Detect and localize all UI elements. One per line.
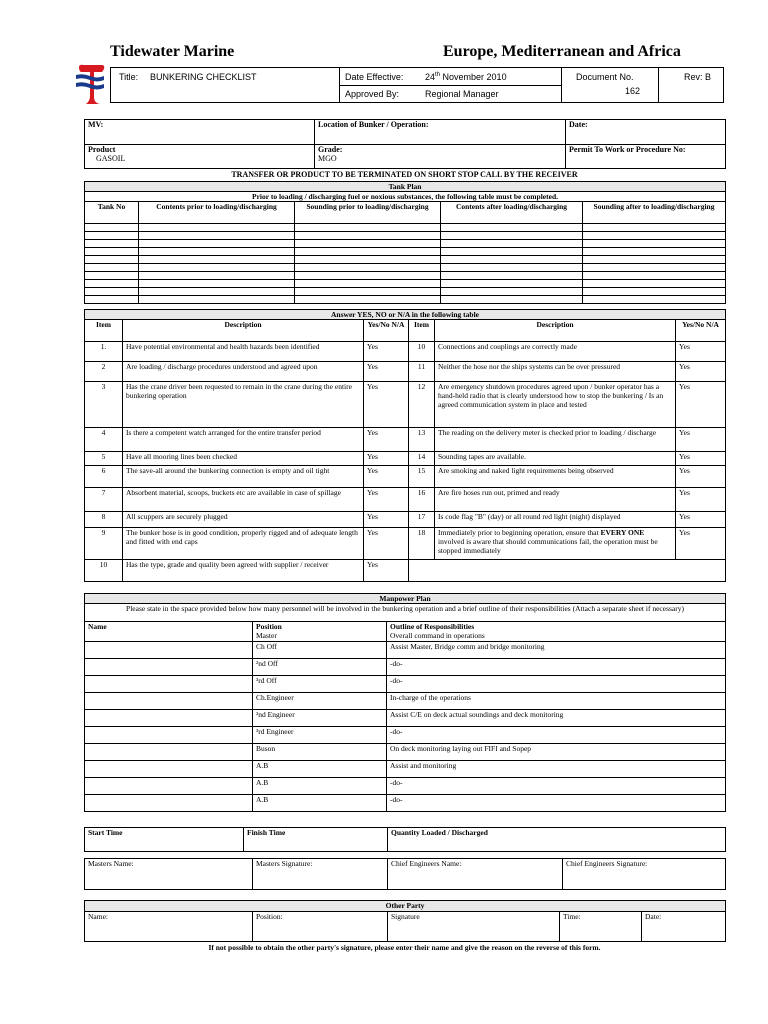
col-name: Name xyxy=(85,622,253,642)
footer-note: If not possible to obtain the other party's signature, please enter their name and give the reason on the reverse of this form. xyxy=(208,943,601,952)
tank-row[interactable] xyxy=(85,288,726,296)
col-description: Description xyxy=(123,320,364,342)
tidewater-logo-icon xyxy=(76,63,106,107)
manpower-row[interactable]: Ch.Engineer In-charge of the operations xyxy=(85,693,726,710)
answer-field[interactable]: Yes xyxy=(364,342,409,362)
manpower-row[interactable]: A.B Assist and monitoring xyxy=(85,761,726,778)
tank-row[interactable] xyxy=(85,264,726,272)
answer-field[interactable]: Yes xyxy=(364,428,409,452)
checklist-row: 5 Have all mooring lines been checked Yes 14 Sounding tapes are available. Yes xyxy=(85,452,726,466)
col-yesno: Yes/No N/A xyxy=(676,320,726,342)
tank-row[interactable] xyxy=(85,240,726,248)
manpower-row[interactable]: A.B -do- xyxy=(85,795,726,812)
rev-label: Rev: B xyxy=(684,72,712,82)
other-party-time-field[interactable]: Time: xyxy=(560,912,642,942)
manpower-table: Manpower Plan Please state in the space provided below how many personnel will be involved in the bunkering operation and a brief outline of their responsibilities (Attach a separate sheet if necessary) Name Position Master Outline of Responsibilities Overall command in operations Ch Off Assist Master, Bridge comm and bridge monitoring ²nd Off -do- ³rd Off -do- Ch.Engineer In-charge of the operations ²nd Engineer Assist C/E on deck actual soundings and deck monitoring ³rd Engineer -do- Buson On deck monitoring laying out FIFI and Sopep A.B Assist and monitoring A.B -do- A.B -do- xyxy=(84,593,726,812)
tank-row[interactable] xyxy=(85,248,726,256)
answer-field[interactable]: Yes xyxy=(364,362,409,382)
tank-row[interactable] xyxy=(85,280,726,288)
checklist-row: 10 Has the type, grade and quality been agreed with supplier / receiver Yes xyxy=(85,560,726,582)
other-party-signature-field[interactable]: Signature xyxy=(388,912,560,942)
title-label: Title: xyxy=(119,72,139,82)
tank-row[interactable] xyxy=(85,296,726,304)
approved-by-value: Regional Manager xyxy=(425,89,499,99)
start-time-field[interactable]: Start Time xyxy=(85,828,244,852)
other-party-name-field[interactable]: Name: xyxy=(85,912,253,942)
other-party-title: Other Party xyxy=(85,901,726,912)
permit-field[interactable]: Permit To Work or Procedure No: xyxy=(566,145,726,169)
answer-field[interactable]: Yes xyxy=(676,512,726,528)
col-item: Item xyxy=(85,320,123,342)
checklist-row: 8 All scuppers are securely plugged Yes 17 Is code flag "B" (day) or all round red light (night) displayed Yes xyxy=(85,512,726,528)
col-item: Item xyxy=(409,320,435,342)
answer-field[interactable]: Yes xyxy=(676,528,726,560)
tank-row[interactable] xyxy=(85,272,726,280)
col-outline: Outline of Responsibilities xyxy=(390,622,475,631)
tank-plan-title: Tank Plan xyxy=(85,182,726,192)
answer-field[interactable]: Yes xyxy=(364,512,409,528)
times-table xyxy=(84,827,726,852)
manpower-row[interactable]: ²nd Engineer Assist C/E on deck actual soundings and deck monitoring xyxy=(85,710,726,727)
vessel-info-table xyxy=(84,119,726,169)
mv-field[interactable]: MV: xyxy=(85,120,315,145)
col-sounding-prior: Sounding prior to loading/discharging xyxy=(295,202,441,224)
answer-field[interactable]: Yes xyxy=(364,488,409,512)
company-name: Tidewater Marine xyxy=(110,43,235,60)
answer-field[interactable]: Yes xyxy=(676,428,726,452)
answer-field[interactable]: Yes xyxy=(364,382,409,428)
transfer-notice: TRANSFER OR PRODUCT TO BE TERMINATED ON SHORT STOP CALL BY THE RECEIVER xyxy=(231,170,578,179)
answer-field[interactable]: Yes xyxy=(676,342,726,362)
document-no-label: Document No. xyxy=(576,72,634,82)
col-sounding-after: Sounding after to loading/discharging xyxy=(583,202,726,224)
checklist-row: 2 Are loading / discharge procedures understood and agreed upon Yes 11 Neither the hose nor the ships systems can be over pressured Yes xyxy=(85,362,726,382)
answer-field[interactable]: Yes xyxy=(676,452,726,466)
tank-plan-table xyxy=(84,181,726,304)
date-effective-label: Date Effective: xyxy=(345,72,404,82)
answer-field[interactable]: Yes xyxy=(676,466,726,488)
quantity-field[interactable]: Quantity Loaded / Discharged xyxy=(388,828,726,852)
answer-field[interactable]: Yes xyxy=(676,382,726,428)
answer-field[interactable]: Yes xyxy=(364,466,409,488)
tank-plan-subtitle: Prior to loading / discharging fuel or noxious substances, the following table must be completed. xyxy=(85,192,726,202)
col-contents-prior: Contents prior to loading/discharging xyxy=(139,202,295,224)
col-contents-after: Contents after loading/discharging xyxy=(441,202,583,224)
title-value: BUNKERING CHECKLIST xyxy=(150,72,257,82)
answer-field[interactable]: Yes xyxy=(364,528,409,560)
checklist-row: 7 Absorbent material, scoops, buckets etc are available in case of spillage Yes 16 Are fire hoses run out, primed and ready Yes xyxy=(85,488,726,512)
other-party-table xyxy=(84,900,726,942)
signatures-table xyxy=(84,858,726,890)
checklist-row: 9 The bunker hose is in good condition, properly rigged and of adequate length and fitted with end caps Yes 18 Immediately prior to beginning operation, ensure that EVERY ONE involved is aware that should communications fail, the operation must be stopped immediately Yes xyxy=(85,528,726,560)
col-position: Position xyxy=(256,622,282,631)
checklist-table xyxy=(84,309,726,582)
checklist-title: Answer YES, NO or N/A in the following table xyxy=(85,310,726,320)
finish-time-field[interactable]: Finish Time xyxy=(244,828,388,852)
manpower-row[interactable]: ³rd Engineer -do- xyxy=(85,727,726,744)
manpower-row[interactable]: Ch Off Assist Master, Bridge comm and bridge monitoring xyxy=(85,642,726,659)
col-tank-no: Tank No xyxy=(85,202,139,224)
masters-name-field[interactable]: Masters Name: xyxy=(85,859,253,890)
other-party-date-field[interactable]: Date: xyxy=(642,912,726,942)
approved-by-label: Approved By: xyxy=(345,89,400,99)
manpower-note: Please state in the space provided below how many personnel will be involved in the bunkering operation and a brief outline of their responsibilities (Attach a separate sheet if necessary) xyxy=(85,604,726,622)
answer-field[interactable]: Yes xyxy=(364,452,409,466)
answer-field[interactable]: Yes xyxy=(364,560,409,582)
ce-signature-field[interactable]: Chief Engineers Signature: xyxy=(563,859,726,890)
tank-row[interactable] xyxy=(85,256,726,264)
ce-name-field[interactable]: Chief Engineers Name: xyxy=(388,859,563,890)
location-field[interactable]: Location of Bunker / Operation: xyxy=(315,120,566,145)
manpower-row[interactable]: A.B -do- xyxy=(85,778,726,795)
col-description: Description xyxy=(435,320,676,342)
manpower-row[interactable]: ²nd Off -do- xyxy=(85,659,726,676)
col-yesno: Yes/No N/A xyxy=(364,320,409,342)
grade-field[interactable]: Grade: MGO xyxy=(315,145,566,169)
answer-field[interactable]: Yes xyxy=(676,488,726,512)
answer-field[interactable]: Yes xyxy=(676,362,726,382)
masters-signature-field[interactable]: Masters Signature: xyxy=(253,859,388,890)
manpower-row[interactable]: Buson On deck monitoring laying out FIFI and Sopep xyxy=(85,744,726,761)
other-party-position-field[interactable]: Position: xyxy=(253,912,388,942)
date-field[interactable]: Date: xyxy=(566,120,726,145)
document-no-value: 162 xyxy=(625,86,641,96)
checklist-row: 6 The save-all around the bunkering connection is empty and oil tight Yes 15 Are smoking and naked light requirements being observed Yes xyxy=(85,466,726,488)
product-field[interactable]: Product GASOIL xyxy=(85,145,315,169)
checklist-row: 1. Have potential environmental and health hazards been identified Yes 10 Connections and couplings are correctly made Yes xyxy=(85,342,726,362)
manpower-title: Manpower Plan xyxy=(85,594,726,604)
manpower-row[interactable]: ³rd Off -do- xyxy=(85,676,726,693)
tank-row[interactable] xyxy=(85,224,726,232)
tank-row[interactable] xyxy=(85,232,726,240)
header-box xyxy=(110,67,724,103)
region-name: Europe, Mediterranean and Africa xyxy=(443,43,681,60)
checklist-row: 4 Is there a competent watch arranged for the entire transfer period Yes 13 The reading on the delivery meter is checked prior to loading / discharge Yes xyxy=(85,428,726,452)
date-effective-value: 24th November 2010 xyxy=(425,72,507,82)
checklist-row: 3 Has the crane driver been requested to remain in the crane during the entire bunkering operation Yes 12 Are emergency shutdown procedures agreed upon / bunker operator has a hand-held radio that is clearly understood how to stop the bunkering / Is an agreed communication system in place and tested Yes xyxy=(85,382,726,428)
